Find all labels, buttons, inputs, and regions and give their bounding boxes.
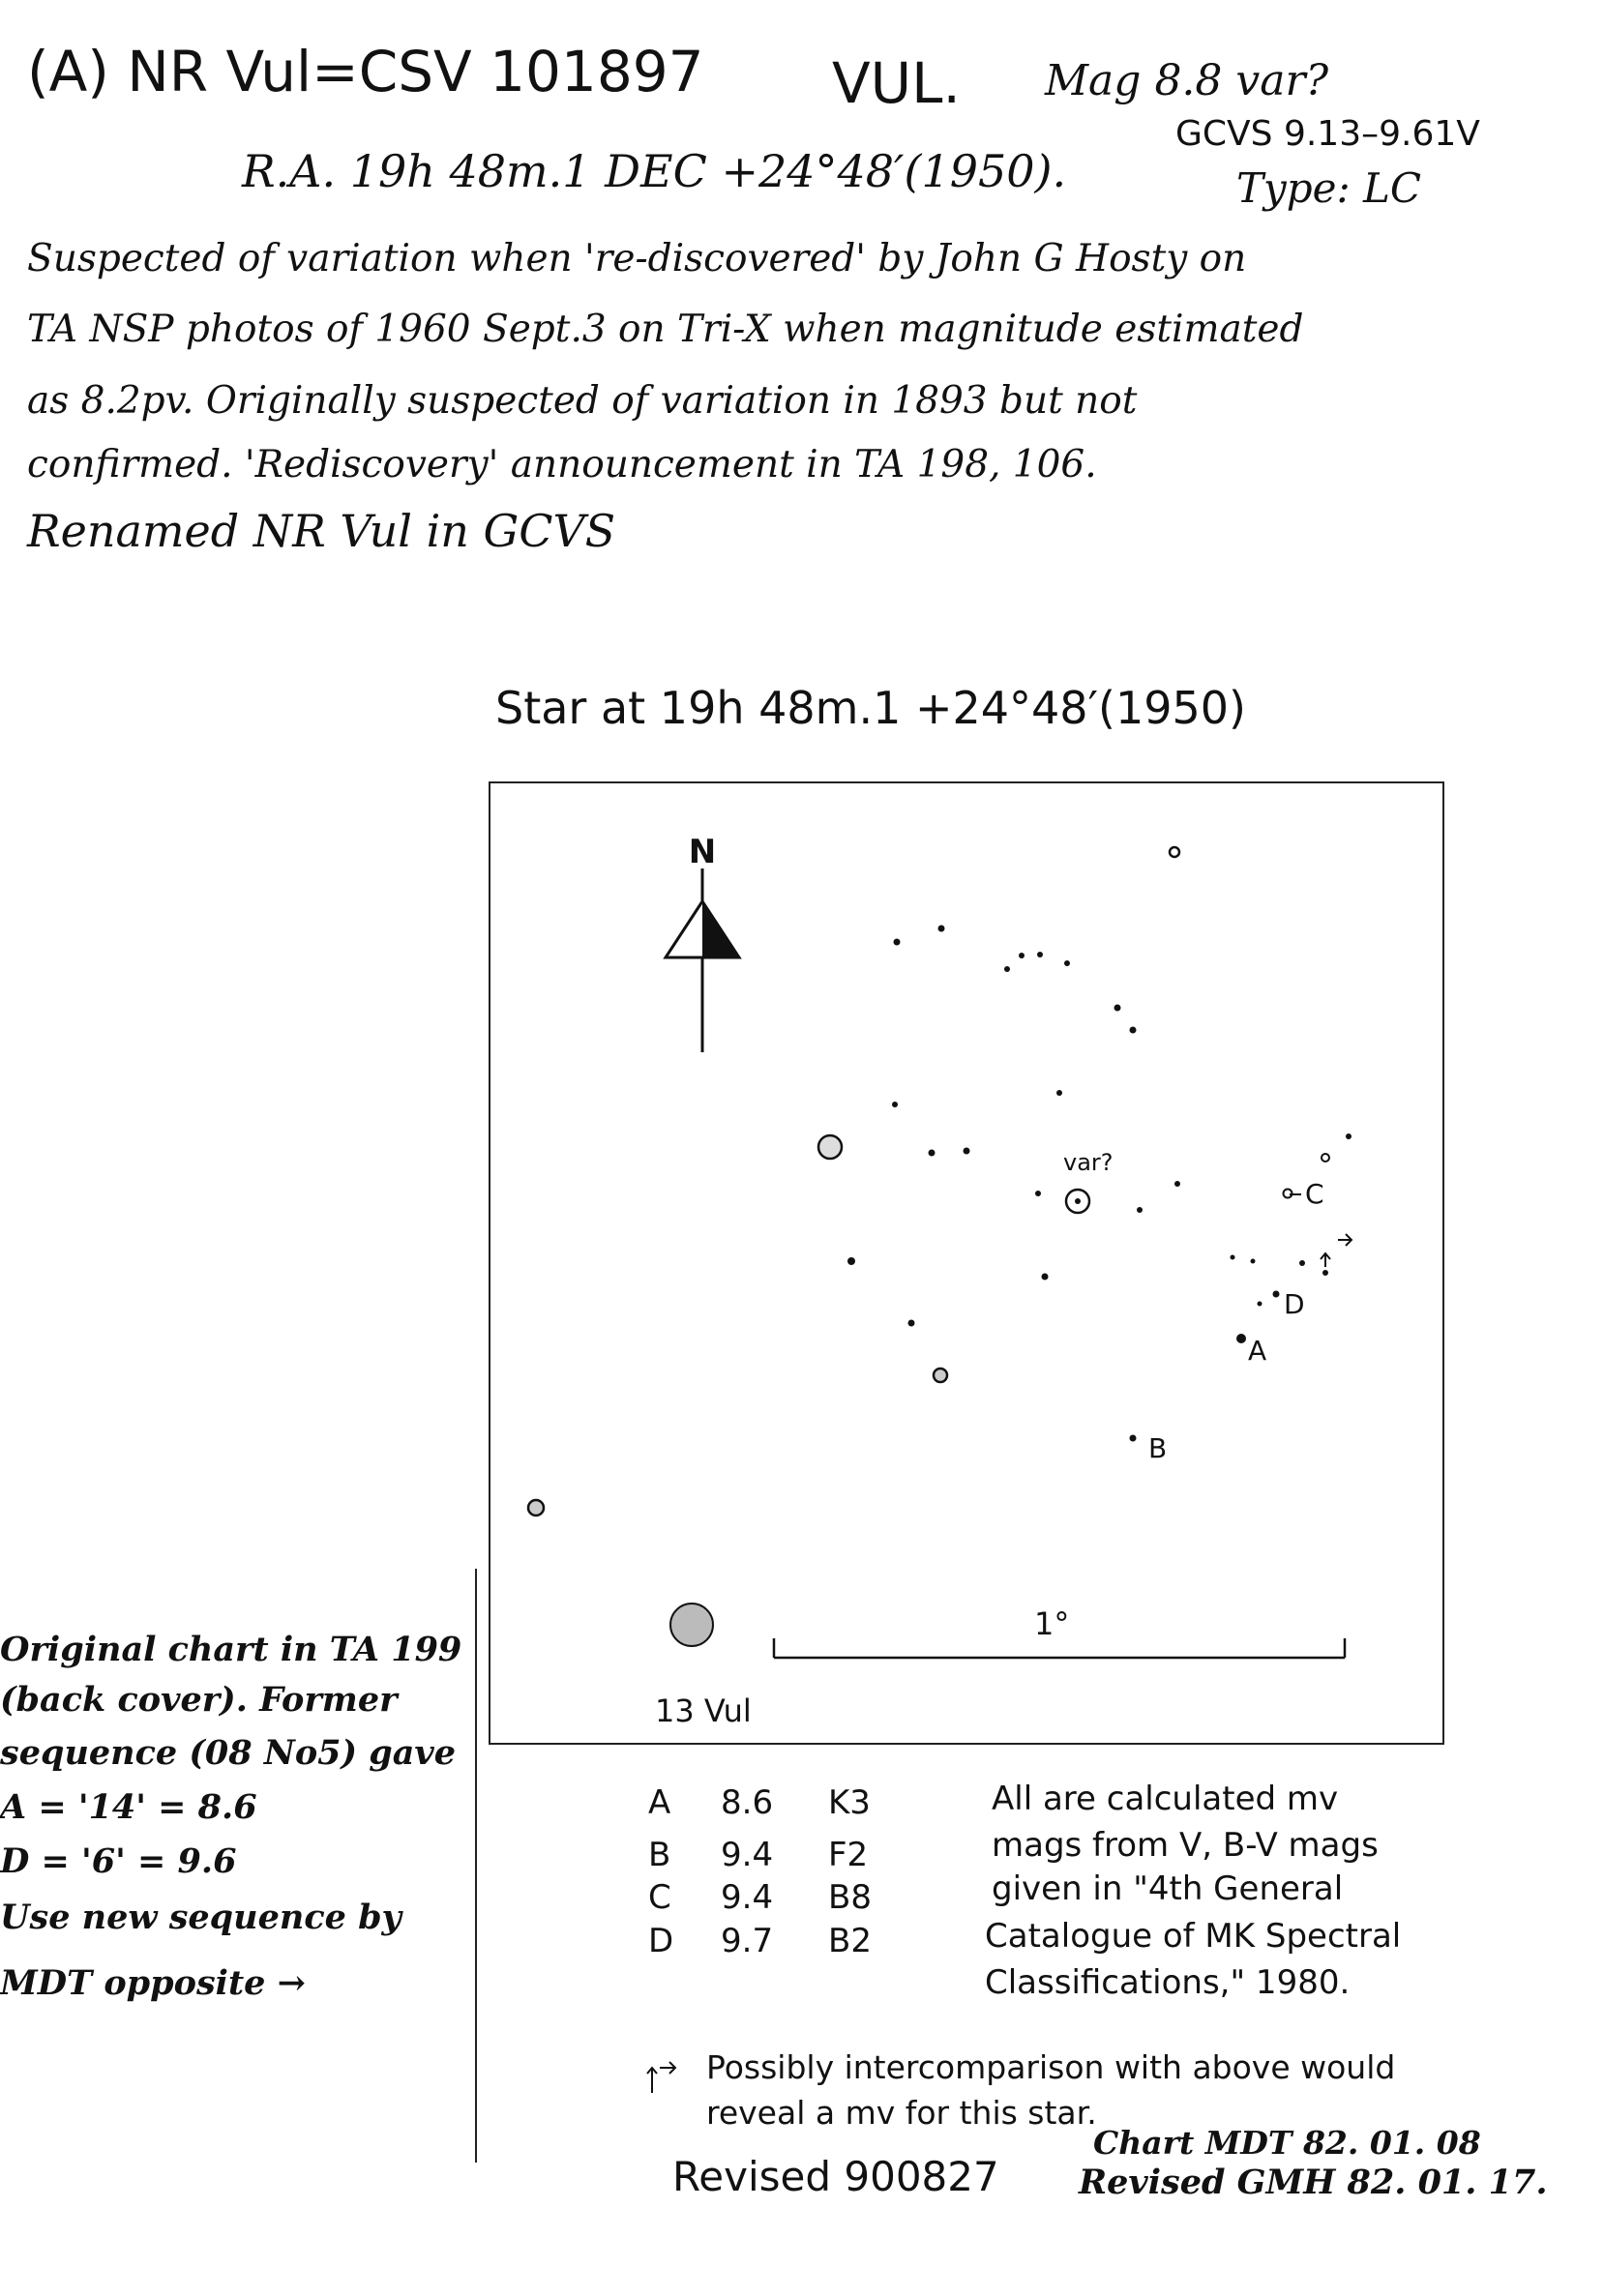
note-line-2: TA NSP photos of 1960 Sept.3 on Tri-X when magnitude estimated: [27, 308, 1304, 351]
constellation-label: VUL.: [832, 50, 961, 116]
chart-credit: Chart MDT 82. 01. 08: [1093, 2124, 1481, 2162]
gcvs-range: GCVS 9.13–9.61V: [1175, 114, 1480, 154]
renamed-note: Renamed NR Vul in GCVS: [27, 505, 616, 557]
coordinates-line: R.A. 19h 48m.1 DEC +24°48′(1950).: [242, 145, 1067, 197]
seq-row-b-spec: F2: [828, 1836, 869, 1874]
field-stars: [847, 926, 1352, 1442]
variable-type: Type: LC: [1236, 164, 1422, 212]
star-label-a: A: [1248, 1335, 1267, 1367]
revised-date: Revised 900827: [672, 2153, 999, 2200]
star-label-c: C: [1305, 1178, 1324, 1210]
note-line-3: as 8.2pv. Originally suspected of variation in 1893 but not: [27, 379, 1138, 423]
pointer-arrow-icon: [1321, 1234, 1352, 1267]
seq-row-a-spec: K3: [828, 1783, 871, 1822]
seq-row-a-star: A: [648, 1783, 671, 1822]
north-label: N: [688, 833, 717, 871]
sequence-note-5: Classifications," 1980.: [985, 1963, 1351, 2002]
seq-row-c-star: C: [648, 1878, 671, 1917]
seq-row-b-mag: 9.4: [721, 1836, 774, 1874]
pointer-arrow-icon: [646, 2058, 681, 2097]
finder-chart: [489, 781, 1444, 1745]
scale-label: 1°: [1034, 1605, 1070, 1642]
revised-gmh: Revised GMH 82. 01. 17.: [1079, 2163, 1548, 2202]
magnitude-note: Mag 8.8 var?: [1045, 56, 1329, 105]
possible-note-1: Possibly intercomparison with above would: [706, 2048, 1396, 2086]
side-note-line-4: A = '14' = 8.6: [0, 1787, 257, 1827]
seq-row-d-spec: B2: [828, 1922, 872, 1960]
side-divider: [475, 1569, 477, 2163]
sequence-note-1: All are calculated mv: [992, 1780, 1339, 1818]
sequence-note-3: given in "4th General: [992, 1869, 1344, 1908]
sequence-note-2: mags from V, B-V mags: [992, 1826, 1379, 1865]
side-note-line-7: MDT opposite →: [0, 1963, 306, 2003]
star-label-d: D: [1284, 1288, 1305, 1320]
seq-row-a-mag: 8.6: [721, 1783, 774, 1822]
seq-row-d-mag: 9.7: [721, 1922, 774, 1960]
var-label: var?: [1063, 1149, 1114, 1176]
side-note-line-5: D = '6' = 9.6: [0, 1841, 237, 1881]
side-note-line-3: sequence (08 No5) gave: [0, 1733, 457, 1773]
possible-note-2: reveal a mv for this star.: [706, 2094, 1097, 2132]
named-star-label: 13 Vul: [655, 1693, 752, 1729]
note-line-1: Suspected of variation when 're-discovered' by John G Hosty on: [27, 237, 1247, 280]
seq-row-d-star: D: [648, 1922, 674, 1960]
side-note-line-1: Original chart in TA 199: [0, 1630, 462, 1669]
star-field: [490, 783, 1446, 1747]
sequence-note-4: Catalogue of MK Spectral: [985, 1917, 1402, 1956]
star-label-b: B: [1148, 1432, 1168, 1464]
chart-title: Star at 19h 48m.1 +24°48′(1950): [495, 682, 1246, 734]
bright-stars: [528, 847, 1329, 1646]
north-arrow-icon: [666, 868, 739, 1052]
side-note-line-6: Use new sequence by: [0, 1898, 401, 1937]
catalog-title: (A) NR Vul=CSV 101897: [27, 39, 704, 104]
seq-row-b-star: B: [648, 1836, 671, 1874]
side-note-line-2: (back cover). Former: [0, 1680, 398, 1720]
seq-row-c-mag: 9.4: [721, 1878, 774, 1917]
seq-row-c-spec: B8: [828, 1878, 872, 1917]
note-line-4: confirmed. 'Rediscovery' announcement in TA 198, 106.: [27, 443, 1097, 486]
variable-star-icon: [1066, 1190, 1089, 1213]
